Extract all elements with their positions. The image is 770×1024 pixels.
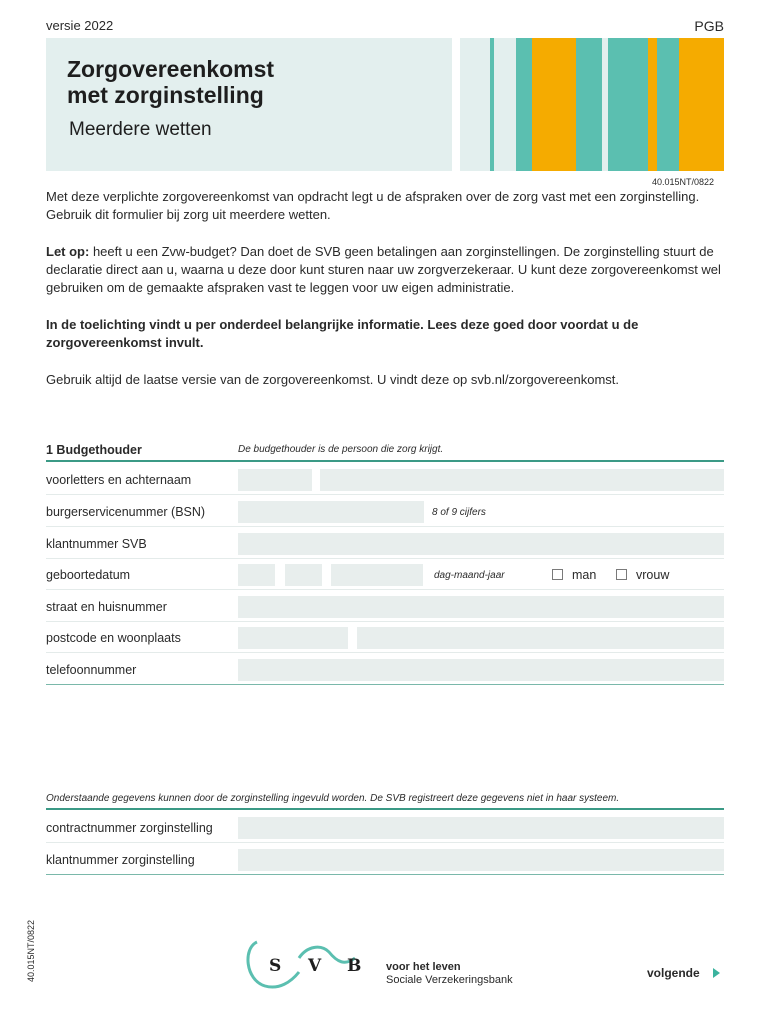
street-label: straat en huisnummer [46, 600, 167, 614]
row-street [46, 592, 724, 622]
next-button[interactable]: volgende [647, 966, 700, 980]
bsn-hint: 8 of 9 cijfers [432, 507, 486, 518]
institution-client-nr-input[interactable] [238, 849, 724, 871]
city-input[interactable] [357, 627, 724, 649]
section-2-note: Onderstaande gegevens kunnen door de zorginstelling ingevuld worden. De SVB registreert deze gegevens niet in haar systeem. [46, 793, 620, 804]
stripe [490, 38, 494, 171]
section-rule [46, 460, 724, 462]
intro-paragraph-3: In de toelichting vindt u per onderdeel belangrijke informatie. Lees deze goed door voordat u de zorgovereenkomst invult. [46, 317, 639, 350]
gender-male-label: man [572, 568, 597, 582]
section-rule [46, 808, 724, 810]
page-subtitle: Meerdere wetten [69, 119, 212, 140]
intro-paragraph-2 [46, 243, 726, 297]
section-1-note: De budgethouder is de persoon die zorg krijgt. [238, 444, 444, 455]
version-label: versie 2022 [46, 18, 114, 33]
row-dob [46, 560, 724, 590]
phone-label: telefoonnummer [46, 663, 137, 677]
decorative-stripes [460, 38, 724, 171]
stripe [679, 38, 724, 171]
gender-male-checkbox[interactable] [552, 569, 563, 580]
dob-label: geboortedatum [46, 568, 131, 582]
bsn-label: burgerservicenummer (BSN) [46, 505, 206, 519]
bsn-input[interactable] [238, 501, 424, 523]
row-postcode [46, 623, 724, 653]
row-contract-nr [46, 813, 724, 843]
row-bsn [46, 497, 724, 527]
stripe [576, 38, 602, 171]
client-nr-label: klantnummer SVB [46, 537, 147, 551]
row-client-nr [46, 529, 724, 559]
dob-year-input[interactable] [331, 564, 423, 586]
client-nr-input[interactable] [238, 533, 724, 555]
intro-paragraph-4: Gebruik altijd de laatse versie van de zorgovereenkomst. U vindt deze op svb.nl/zorgovereenkomst. [46, 372, 620, 387]
initials-input[interactable] [238, 469, 312, 491]
tagline-1: voor het leven [386, 961, 461, 973]
contract-nr-label: contractnummer zorginstelling [46, 821, 213, 835]
gender-female-checkbox[interactable] [616, 569, 627, 580]
title-line-1: Zorgovereenkomst [67, 56, 275, 82]
logo-letter-b: B [347, 956, 362, 976]
svb-logo [245, 936, 375, 994]
dob-day-input[interactable] [238, 564, 275, 586]
stripe [532, 38, 576, 171]
stripe [648, 38, 657, 171]
institution-client-nr-label: klantnummer zorginstelling [46, 853, 195, 867]
warning-label: Let op: [46, 244, 90, 259]
name-label: voorletters en achternaam [46, 473, 192, 487]
side-form-code: 40.015NT/0822 [26, 919, 36, 982]
logo-letter-s: S [269, 956, 282, 976]
warning-text: heeft u een Zvw-budget? Dan doet de SVB geen betalingen aan zorginstellingen. De zorginstelling stuurt de declaratie direct aan u, waarna u deze door kunt sturen naar uw zorgverzekeraar. U kunt deze zorgovereenkomst wel gebruiken om de gemaakte afspraken vast te leggen voor uw eigen administratie. [46, 244, 721, 295]
tagline-2: Sociale Verzekeringsbank [386, 974, 513, 986]
lastname-input[interactable] [320, 469, 724, 491]
next-arrow-icon[interactable] [713, 968, 720, 978]
row-name [46, 465, 724, 495]
stripe [657, 38, 679, 171]
pgb-label: PGB [694, 18, 724, 34]
row-institution-client-nr [46, 845, 724, 875]
dob-hint: dag-maand-jaar [434, 570, 505, 581]
stripe [608, 38, 648, 171]
title-line-2: met zorginstelling [67, 82, 264, 108]
intro-paragraph-1: Met deze verplichte zorgovereenkomst van opdracht legt u de afspraken over de zorg vast met een zorginstelling. Gebruik dit formulier bij zorg uit meerdere wetten. [46, 189, 700, 222]
row-phone [46, 655, 724, 685]
gender-female-label: vrouw [636, 568, 670, 582]
dob-month-input[interactable] [285, 564, 322, 586]
phone-input[interactable] [238, 659, 724, 681]
postcode-input[interactable] [238, 627, 348, 649]
page-title [67, 56, 427, 108]
postcode-label: postcode en woonplaats [46, 631, 181, 645]
logo-letter-v: V [308, 956, 322, 976]
form-code: 40.015NT/0822 [651, 177, 714, 187]
street-input[interactable] [238, 596, 724, 618]
section-1-title: 1 Budgethouder [46, 443, 142, 457]
contract-nr-input[interactable] [238, 817, 724, 839]
stripe [516, 38, 532, 171]
